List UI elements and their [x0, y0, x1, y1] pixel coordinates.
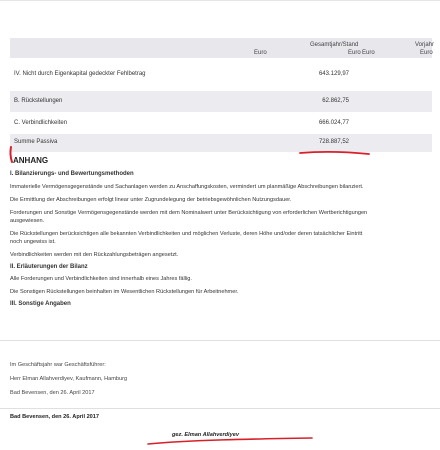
table-row: [10, 91, 432, 112]
table-row: [10, 113, 432, 134]
signature-text: gez. Elman Allahverdiyev: [172, 432, 239, 438]
red-underline-signature: [148, 438, 312, 444]
paragraph: noch ungewiss ist.: [10, 239, 56, 245]
red-underline-total: [300, 152, 369, 154]
header-col1-line2: Euro: [348, 50, 361, 56]
header-euro-left: Euro: [254, 50, 267, 56]
signed-place-date: Bad Bevensen, den 26. April 2017: [10, 414, 100, 420]
row-value: 62.862,75: [322, 98, 349, 104]
paragraph: Die Ermittlung der Abschreibungen erfolgt linear unter Zugrundelegung der betriebsgewöhnlichen Nutzungsdauer.: [10, 197, 292, 203]
divider: [0, 340, 440, 341]
balance-table: [10, 38, 435, 152]
row-value: 643.129,97: [318, 71, 349, 77]
header-euro-mid: Euro: [362, 50, 375, 56]
red-underline-signature-wrap: [140, 436, 320, 448]
footer-line: Herr Elman Allahverdiyev, Kaufmann, Hamburg: [10, 376, 128, 382]
paragraph: Verbindlichkeiten werden mit den Rückzahlungsbeträgen angesetzt.: [10, 252, 179, 258]
anhang-title: ANHANG: [13, 156, 49, 165]
header-col2-line1: Vorjahr: [415, 42, 435, 48]
row-label: Summe Passiva: [14, 139, 58, 145]
paragraph: Forderungen und Sonstige Vermögensgegenstände werden mit dem Nominalwert unter Berücksichtigung von erforderlichen Wertberichtigungen: [10, 210, 368, 216]
table-row: [10, 64, 432, 85]
divider: [0, 408, 440, 409]
page-top-edge: [0, 0, 440, 13]
section-heading-3: III. Sonstige Angaben: [10, 301, 71, 307]
red-pen-marks: [4, 140, 440, 170]
paragraph: Die Sonstigen Rückstellungen beinhalten im Wesentlichen Rückstellungen für Arbeitnehmer.: [10, 289, 239, 295]
row-label: IV. Nicht durch Eigenkapital gedeckter Fehlbetrag: [14, 71, 146, 77]
section-heading-1: I. Bilanzierungs- und Bewertungsmethoden: [10, 171, 134, 177]
header-col1-line1: Gesamtjahr/Stand: [310, 42, 359, 48]
row-label: C. Verbindlichkeiten: [14, 120, 68, 126]
header-col2-line2: Euro: [420, 50, 433, 56]
row-label: B. Rückstellungen: [14, 98, 63, 104]
footer-line: Bad Bevensen, den 26. April 2017: [10, 390, 95, 396]
table-header: [10, 38, 435, 58]
footer-line: Im Geschäftsjahr war Geschäftsführer:: [10, 362, 106, 368]
section-heading-2: II. Erläuterungen der Bilanz: [10, 264, 88, 270]
row-value: 666.024,77: [318, 120, 349, 126]
paragraph: Die Rückstellungen berücksichtigen alle bekannten Verbindlichkeiten und möglichen Verluste, deren Höhe und/oder deren tatsächlicher Eintritt: [10, 231, 363, 237]
anhang-body: [10, 170, 430, 308]
paragraph: ausgewiesen.: [10, 218, 45, 224]
red-bracket-mark: [10, 147, 12, 162]
paragraph: Immaterielle Vermögensgegenstände und Sachanlagen werden zu Anschaffungskosten, vermindert um planmäßige Abschreibungen bilanziert.: [10, 184, 364, 190]
row-value: 728.887,52: [318, 139, 349, 145]
paragraph: Alle Forderungen und Verbindlichkeiten sind innerhalb eines Jahres fällig.: [10, 276, 192, 282]
